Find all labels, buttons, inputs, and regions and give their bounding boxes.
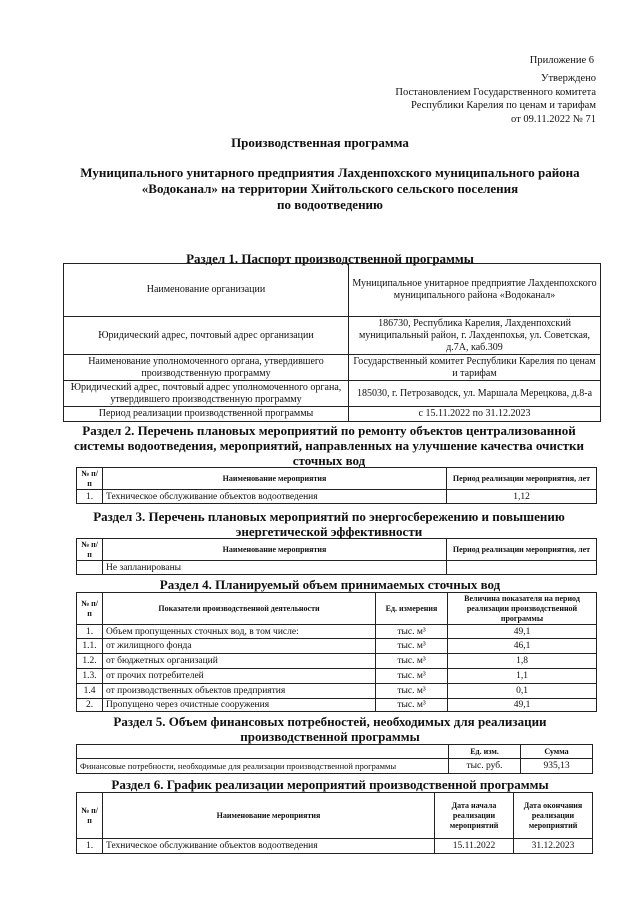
end-date: 31.12.2023 (514, 839, 593, 854)
measure-name: Не запланированы (103, 561, 447, 575)
passport-value: Государственный комитет Республики Карелия по ценам и тарифам (349, 355, 601, 381)
organization-title-line: по водоотведению (277, 197, 383, 212)
table-header-row (77, 468, 597, 490)
indicator-unit: тыс. м³ (376, 669, 448, 684)
document-title: Производственная программа (231, 135, 409, 150)
indicator-value: 49,1 (448, 625, 597, 639)
approval-line: от 09.11.2022 № 71 (511, 113, 596, 125)
column-header: Ед. измерения (376, 593, 448, 625)
table-row (64, 381, 601, 407)
approval-block (395, 72, 596, 126)
indicator-unit: тыс. м³ (376, 625, 448, 639)
passport-label: Юридический адрес, почтовый адрес организации (64, 317, 349, 355)
start-date: 15.11.2022 (435, 839, 514, 854)
table-row (77, 699, 597, 712)
row-number: 1. (77, 625, 103, 639)
financial-sum: 935,13 (521, 759, 593, 774)
passport-value: 186730, Республика Карелия, Лахденпохский муниципальный район, г. Лахденпохья, ул. Советская, д.7А, каб.309 (349, 317, 601, 355)
measure-name: Техническое обслуживание объектов водоотведения (103, 490, 447, 504)
indicator-unit: тыс. м³ (376, 684, 448, 699)
column-header: Период реализации мероприятия, лет (447, 468, 597, 490)
approval-line: Постановлением Государственного комитета (395, 86, 596, 98)
indicator-value: 46,1 (448, 639, 597, 654)
indicator-name: от жилищного фонда (103, 639, 376, 654)
indicator-name: от прочих потребителей (103, 669, 376, 684)
row-number: 1.3. (77, 669, 103, 684)
measure-period (447, 561, 597, 575)
financial-needs-table (76, 744, 593, 774)
table-header-row (77, 539, 597, 561)
row-number: 2. (77, 699, 103, 712)
column-header: № п/п (77, 593, 103, 625)
section-5-title: Раздел 5. Объем финансовых потребностей, необходимых для реализации производственной программы (113, 714, 547, 744)
indicator-name: Объем пропущенных сточных вод, в том числе: (103, 625, 376, 639)
table-row (77, 639, 597, 654)
section-1-title: Раздел 1. Паспорт производственной программы (186, 251, 474, 266)
table-row (77, 684, 597, 699)
repair-measures-table (76, 467, 597, 504)
column-header (77, 745, 449, 759)
column-header: Наименование мероприятия (103, 793, 435, 839)
row-number: 1.4 (77, 684, 103, 699)
table-header-row (77, 593, 597, 625)
financial-item-name: Финансовые потребности, необходимые для реализации производственной программы (77, 759, 449, 774)
wastewater-volume-table (76, 592, 597, 712)
indicator-value: 0,1 (448, 684, 597, 699)
section-3-title: Раздел 3. Перечень плановых мероприятий по энергосбережению и повышению энергетической эффективности (93, 509, 565, 539)
column-header: Сумма (521, 745, 593, 759)
financial-unit: тыс. руб. (449, 759, 521, 774)
indicator-value: 1,1 (448, 669, 597, 684)
row-number (77, 561, 103, 575)
passport-label: Наименование уполномоченного органа, утвердившего производственную программу (64, 355, 349, 381)
indicator-name: от бюджетных организаций (103, 654, 376, 669)
table-row (77, 759, 593, 774)
row-number: 1.2. (77, 654, 103, 669)
passport-value: Муниципальное унитарное предприятие Лахденпохского муниципального района «Водоканал» (349, 264, 601, 317)
column-header: Наименование мероприятия (103, 468, 447, 490)
column-header: Дата окончания реализации мероприятий (514, 793, 593, 839)
row-number: 1. (77, 839, 103, 854)
column-header: № п/п (77, 793, 103, 839)
table-row (77, 625, 597, 639)
column-header: Величина показателя на период реализации производственной программы (448, 593, 597, 625)
section-4-title: Раздел 4. Планируемый объем принимаемых сточных вод (159, 577, 501, 592)
approval-line: Республики Карелия по ценам и тарифам (411, 100, 596, 111)
column-header: № п/п (77, 539, 103, 561)
column-header: Наименование мероприятия (103, 539, 447, 561)
measure-period: 1,12 (447, 490, 597, 504)
measure-name: Техническое обслуживание объектов водоотведения (103, 839, 435, 854)
column-header: Ед. изм. (449, 745, 521, 759)
table-row (77, 839, 593, 854)
column-header: № п/п (77, 468, 103, 490)
indicator-unit: тыс. м³ (376, 654, 448, 669)
passport-label: Юридический адрес, почтовый адрес уполномоченного органа, утвердившего производственную программу (64, 381, 349, 407)
approval-line: Утверждено (541, 73, 596, 84)
table-row (77, 561, 597, 575)
passport-table (63, 263, 601, 422)
passport-label: Наименование организации (64, 264, 349, 317)
indicator-name: Пропущено через очистные сооружения (103, 699, 376, 712)
appendix-label: Приложение 6 (529, 55, 594, 66)
organization-title-line: «Водоканал» на территории Хийтольского сельского поселения (141, 181, 519, 196)
table-row (77, 654, 597, 669)
row-number: 1.1. (77, 639, 103, 654)
energy-measures-table (76, 538, 597, 575)
table-row (64, 264, 601, 317)
column-header: Показатели производственной деятельности (103, 593, 376, 625)
indicator-value: 1,8 (448, 654, 597, 669)
table-header-row (77, 793, 593, 839)
passport-label: Период реализации производственной программы (64, 407, 349, 422)
indicator-unit: тыс. м³ (376, 699, 448, 712)
table-row (64, 317, 601, 355)
column-header: Период реализации мероприятия, лет (447, 539, 597, 561)
organization-title (60, 165, 600, 213)
organization-title-line: Муниципального унитарного предприятия Лахденпохского муниципального района (80, 165, 580, 180)
passport-value: 185030, г. Петрозаводск, ул. Маршала Мерецкова, д.8-а (349, 381, 601, 407)
column-header: Дата начала реализации мероприятий (435, 793, 514, 839)
table-row (77, 490, 597, 504)
table-row (64, 407, 601, 422)
indicator-value: 49,1 (448, 699, 597, 712)
schedule-table (76, 792, 593, 854)
section-2-title: Раздел 2. Перечень плановых мероприятий по ремонту объектов централизованной системы водоотведения, мероприятий, направленных на улучшение качества очистки сточных вод (74, 423, 584, 468)
indicator-name: от производственных объектов предприятия (103, 684, 376, 699)
indicator-unit: тыс. м³ (376, 639, 448, 654)
table-row (64, 355, 601, 381)
table-header-row (77, 745, 593, 759)
passport-value: с 15.11.2022 по 31.12.2023 (349, 407, 601, 422)
section-6-title: Раздел 6. График реализации мероприятий производственной программы (111, 777, 549, 792)
row-number: 1. (77, 490, 103, 504)
table-row (77, 669, 597, 684)
